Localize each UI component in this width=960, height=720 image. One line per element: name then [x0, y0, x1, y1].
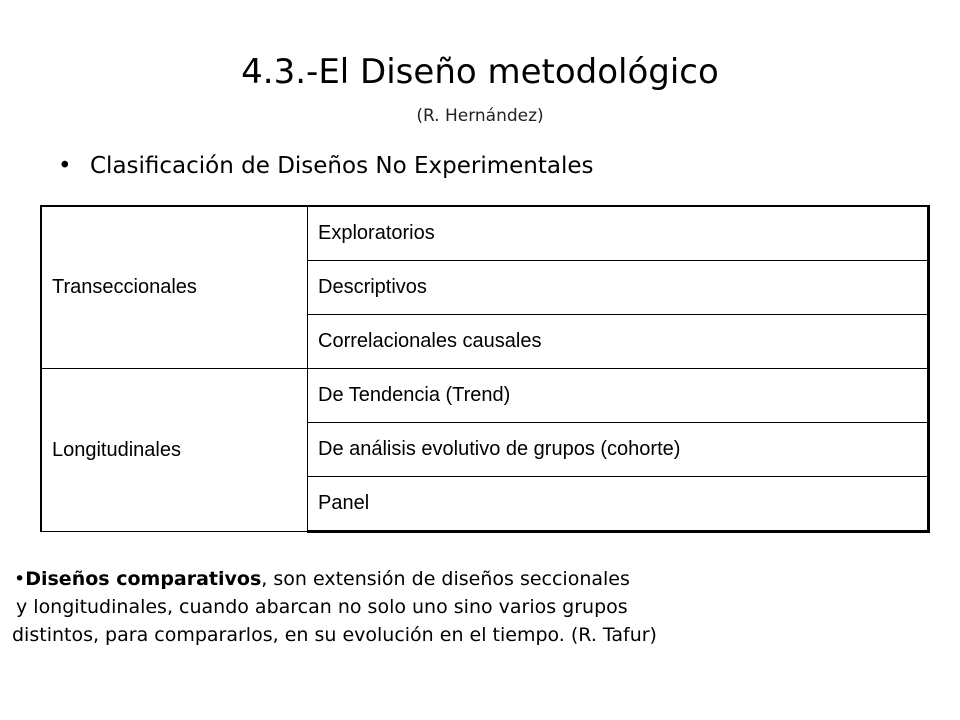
classification-table: [40, 205, 930, 533]
table-cell: Descriptivos: [308, 261, 929, 315]
slide-subtitle: (R. Hernández): [416, 106, 544, 126]
table-row: [41, 369, 929, 423]
note-line-3: distintos, para compararlos, en su evolución en el tiempo. (R. Tafur): [12, 624, 657, 646]
table-cell: De Tendencia (Trend): [308, 369, 929, 423]
note-bullet-icon: •: [14, 568, 26, 590]
table-cell: Correlacionales causales: [308, 315, 929, 369]
comparative-designs-note: [12, 565, 942, 649]
note-line-1-text: , son extensión de diseños seccionales: [261, 568, 630, 590]
table-cell: Panel: [308, 477, 929, 532]
bullet-text: Clasificación de Diseños No Experimentales: [90, 153, 594, 179]
bullet-icon: •: [58, 153, 72, 179]
group-cell-longitudinales: Longitudinales: [41, 369, 308, 532]
group-cell-transeccionales: Transeccionales: [41, 206, 308, 369]
table-cell: Exploratorios: [308, 206, 929, 261]
main-bullet: [58, 148, 593, 184]
note-bold-term: Diseños comparativos: [25, 568, 262, 590]
note-line-2: y longitudinales, cuando abarcan no solo uno sino varios grupos: [16, 596, 628, 618]
note-line-1: [12, 565, 942, 593]
slide-title: 4.3.-El Diseño metodológico: [241, 52, 719, 92]
table-row: [41, 206, 929, 261]
table-cell: De análisis evolutivo de grupos (cohorte): [308, 423, 929, 477]
